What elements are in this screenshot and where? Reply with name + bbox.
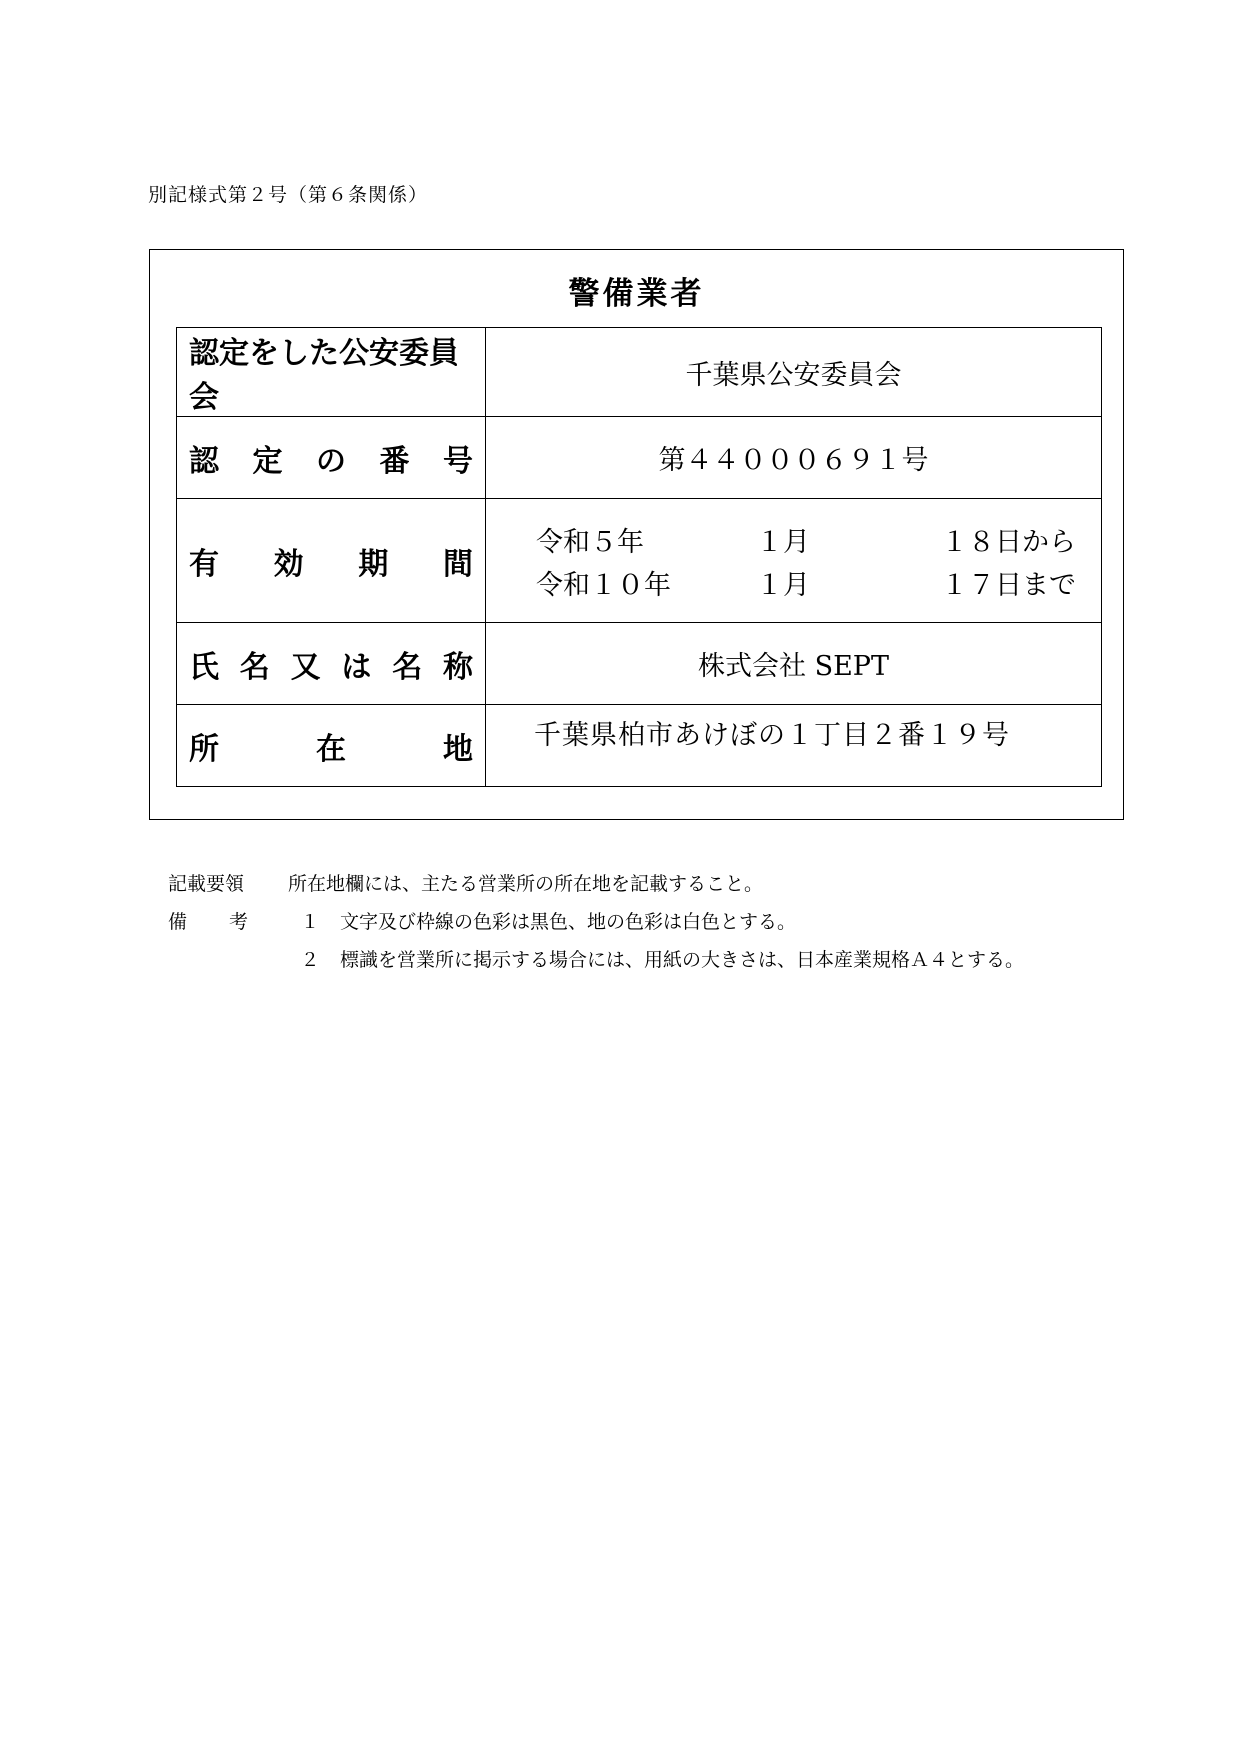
note-number: ２ <box>300 949 320 971</box>
sign-frame <box>149 249 1124 820</box>
label-char: 在 <box>316 731 346 767</box>
row-label: 認定をした公安委員会 <box>189 336 459 415</box>
label-char: 有 <box>189 546 219 582</box>
remarks-heading <box>168 903 288 941</box>
address-value: 千葉県柏市あけぼの１丁目２番１９号 <box>534 720 1010 751</box>
label-char: 番 <box>379 443 410 479</box>
value-cell <box>486 705 1102 787</box>
end-day: １７日まで <box>941 569 1076 601</box>
note-text: 標識を営業所に掲示する場合には、用紙の大きさは、日本産業規格Ａ４とする。 <box>340 949 1025 971</box>
label-cell <box>177 499 486 623</box>
label-char: 名 <box>392 649 423 685</box>
end-era-year: 令和１０年 <box>536 569 671 601</box>
heading-char: 備 <box>168 911 188 933</box>
sign-table <box>176 327 1102 787</box>
label-char: 地 <box>443 731 473 767</box>
table-row <box>177 417 1102 499</box>
label-cell <box>177 623 486 705</box>
value-cell: 千葉県公安委員会 <box>486 328 1102 417</box>
start-day: １８日から <box>941 526 1076 558</box>
label-char: 定 <box>252 443 283 479</box>
start-month: １月 <box>756 526 810 558</box>
label-char: 認 <box>189 443 219 479</box>
table-row <box>177 705 1102 787</box>
notes-section <box>168 865 1024 979</box>
note-text: 文字及び枠線の色彩は黒色、地の色彩は白色とする。 <box>340 911 797 933</box>
label-cell <box>177 705 486 787</box>
note-number: １ <box>300 911 320 933</box>
heading-char: 考 <box>228 911 248 933</box>
label-char: は <box>341 649 372 685</box>
note-text: 所在地欄には、主たる営業所の所在地を記載すること。 <box>288 873 764 895</box>
label-char: 名 <box>239 649 270 685</box>
label-char: 号 <box>443 443 473 479</box>
label-char: の <box>316 443 346 479</box>
label-char: 間 <box>442 546 473 582</box>
note-row <box>168 903 1024 941</box>
table-row <box>177 328 1102 417</box>
label-char: 称 <box>442 649 473 685</box>
form-identifier: 別記様式第２号（第６条関係） <box>148 184 429 206</box>
label-cell <box>177 328 486 417</box>
label-char: 効 <box>273 546 304 582</box>
label-char: 期 <box>358 546 389 582</box>
notes-heading: 記載要領 <box>168 873 245 895</box>
start-era-year: 令和５年 <box>536 526 644 558</box>
sign-title: 警備業者 <box>568 276 705 312</box>
validity-period <box>486 520 1101 602</box>
label-char: 所 <box>189 731 219 767</box>
end-month: １月 <box>756 569 810 601</box>
table-row <box>177 499 1102 623</box>
note-row <box>168 865 1024 903</box>
label-char: 又 <box>290 649 321 685</box>
note-row <box>168 941 1024 979</box>
value-cell: 第４４０００６９１号 <box>486 417 1102 499</box>
value-cell <box>486 499 1102 623</box>
label-char: 氏 <box>189 649 219 685</box>
value-cell: 株式会社 SEPT <box>486 623 1102 705</box>
table-row <box>177 623 1102 705</box>
label-cell <box>177 417 486 499</box>
